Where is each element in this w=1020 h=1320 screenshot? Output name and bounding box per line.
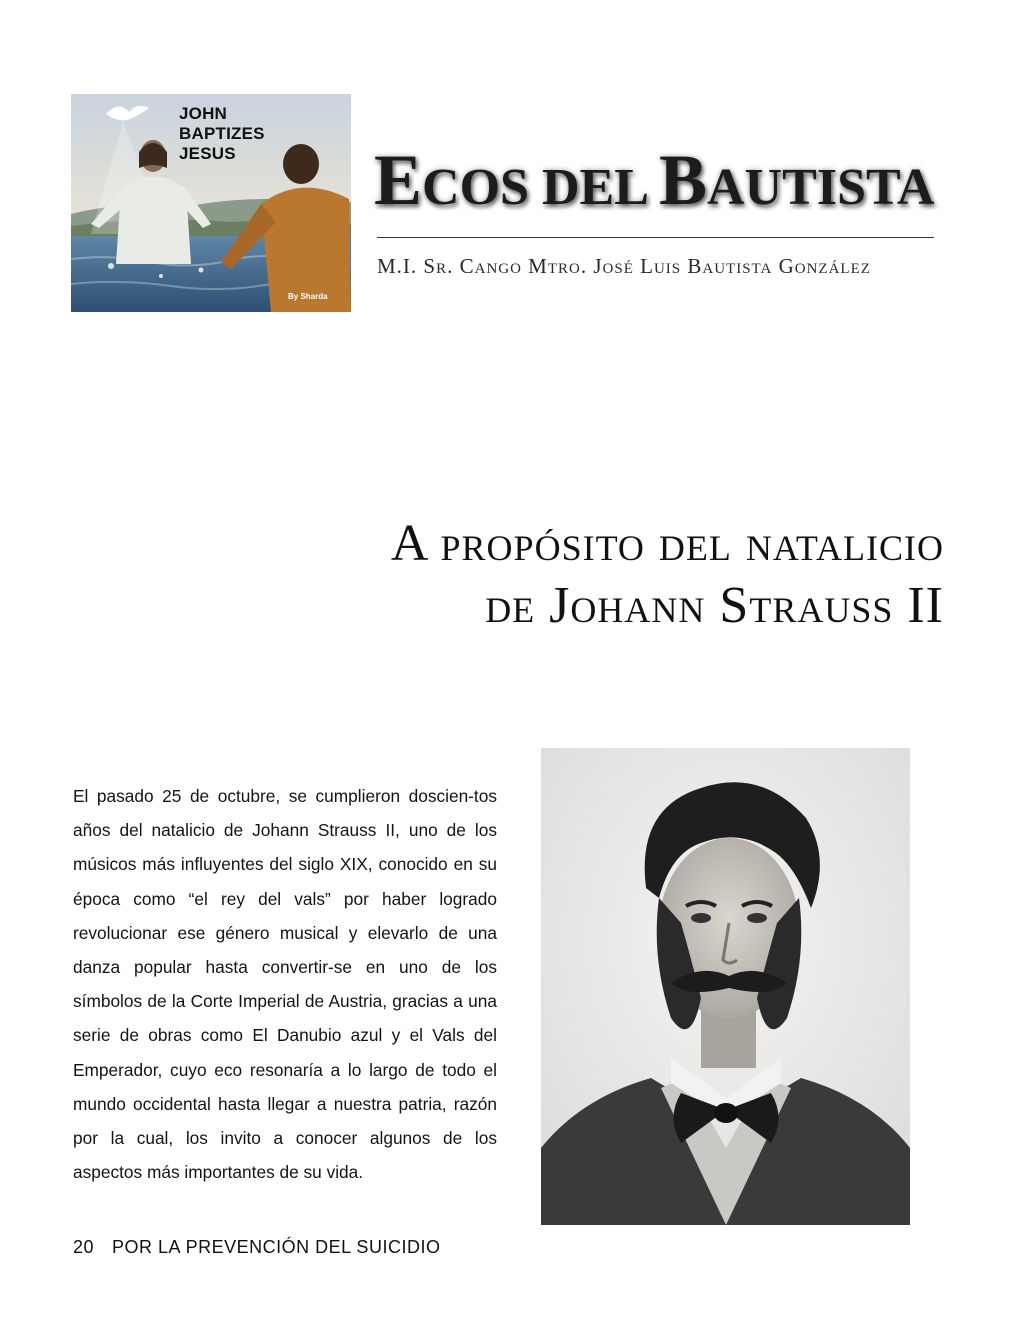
- header-illustration: [71, 94, 351, 312]
- article-body: El pasado 25 de octubre, se cumplieron doscien-tos años del natalicio de Johann Strauss II, uno de los músicos más influyentes del siglo XIX, conocido en su época como “el rey del vals” por haber logrado revolucionar ese género musical y elevarlo de una danza popular hasta convertir-se en uno de los símbolos de la Corte Imperial de Austria, gracias a una serie de obras como El Danubio azul y el Vals del Emperador, cuyo eco resonaría a lo largo de todo el mundo occidental hasta llegar a nuestra patria, razón por la cual, los invito a conocer algunos de los aspectos más importantes de su vida.: [73, 786, 497, 1183]
- article-title-line: A propósito del natalicio: [390, 515, 944, 572]
- column-title-part: E: [374, 140, 423, 220]
- column-title-part: AUTISTA: [707, 159, 935, 216]
- page-number: 20: [73, 1237, 95, 1257]
- illustration-credit: By Sharda: [288, 292, 328, 301]
- author-line: M.I. Sr. Cango Mtro. José Luis Bautista González: [377, 254, 871, 278]
- illustration-caption-line: JOHN: [179, 104, 228, 123]
- article-title: [184, 513, 944, 637]
- illustration-caption: [179, 104, 265, 164]
- publication-name: POR LA PREVENCIÓN DEL SUICIDIO: [112, 1237, 441, 1257]
- column-title: [374, 140, 954, 220]
- page-footer: [73, 1237, 440, 1258]
- portrait: [541, 748, 910, 1225]
- illustration-caption-line: BAPTIZES: [179, 124, 265, 143]
- article-title-line: de Johann Strauss II: [485, 577, 944, 634]
- portrait-photo-bw: [541, 748, 910, 1225]
- header-divider: [377, 237, 934, 238]
- column-title-part: COS DEL: [422, 159, 660, 216]
- illustration-caption-line: JESUS: [179, 144, 236, 163]
- column-title-part: B: [659, 140, 708, 220]
